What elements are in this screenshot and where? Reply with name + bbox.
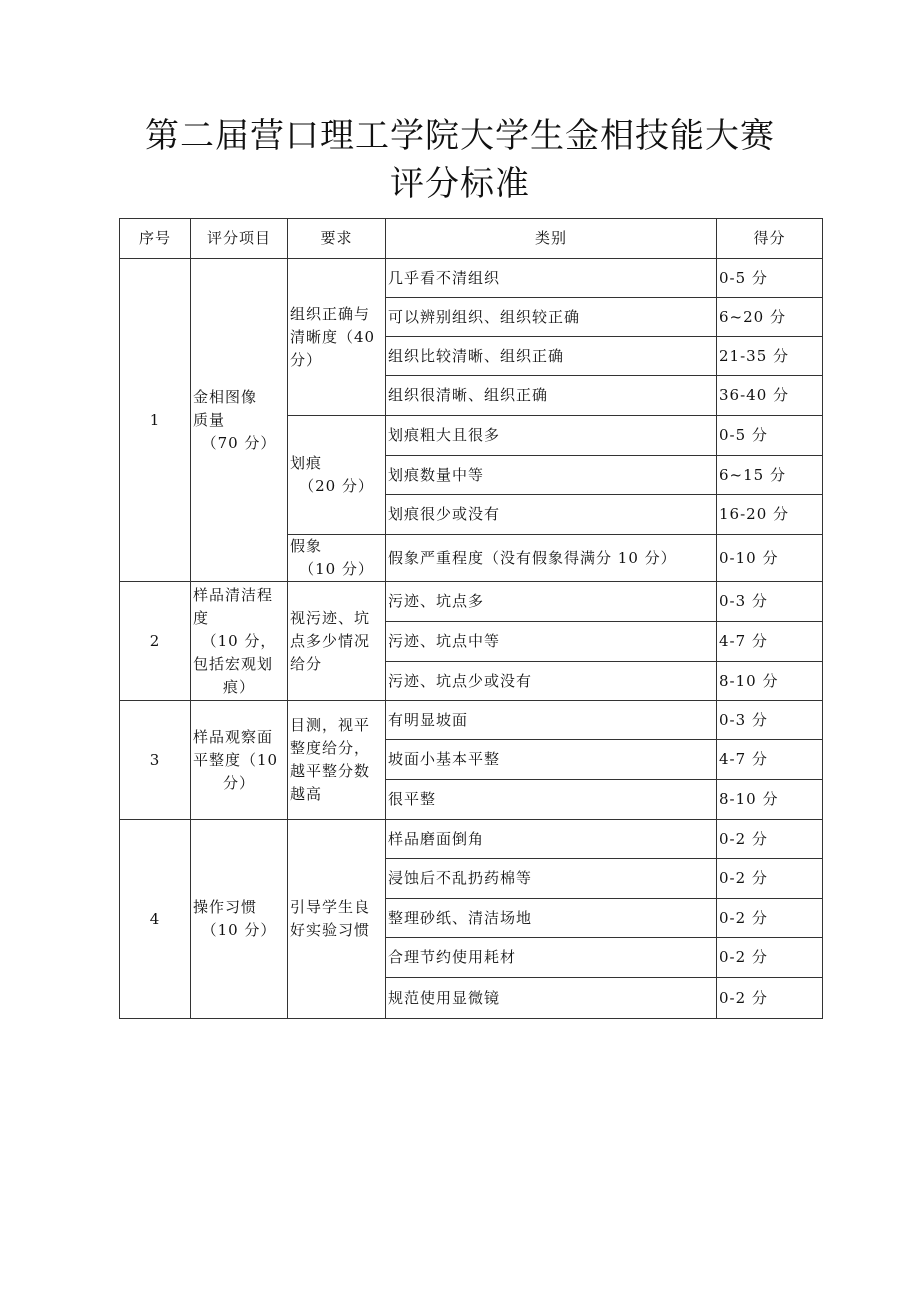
scoring-item-line: （10 分， [201,631,277,650]
requirement [288,259,386,416]
document-title: 第二届营口理工学院大学生金相技能大赛 [145,116,775,156]
section-number: 1 [120,259,191,582]
score-range: 0-5 分 [717,416,823,456]
score-range: 0-3 分 [717,582,823,622]
scoring-item [191,701,288,820]
category: 几乎看不清组织 [386,259,717,298]
scoring-item-line: 样品观察面 [193,727,274,746]
table-row [120,701,823,740]
requirement [288,701,386,820]
scoring-item-line: 度 [193,608,210,627]
score-range: 8-10 分 [717,780,823,820]
requirement [288,416,386,535]
category: 划痕很少或没有 [386,495,717,535]
scoring-item-line: 质量 [193,410,226,429]
requirement-line: 越平整分数 [290,762,371,780]
scoring-item-line: 分） [222,773,255,792]
requirement-line: 清晰度（40 [290,327,376,346]
requirement [288,535,386,582]
requirement [288,582,386,701]
header-score: 得分 [717,219,823,259]
header-category: 类别 [386,219,717,259]
scoring-item [191,582,288,701]
requirement-line: 整度给分， [290,739,371,757]
requirement-line: 视污迹、坑 [290,608,371,627]
category: 假象严重程度（没有假象得满分 10 分） [386,535,717,582]
score-range: 0-2 分 [717,820,823,859]
requirement-line: 越高 [290,785,323,803]
header-no: 序号 [120,219,191,259]
category: 有明显坡面 [386,701,717,740]
table-row [120,820,823,859]
section-number: 3 [120,701,191,820]
requirement-line: 假象 [290,537,323,555]
score-range: 6~20 分 [717,298,823,337]
score-range: 0-2 分 [717,978,823,1019]
category: 污迹、坑点多 [386,582,717,622]
scoring-item-line: （70 分） [201,433,277,452]
scoring-item-line: （10 分） [201,921,277,939]
category: 划痕粗大且很多 [386,416,717,456]
scoring-item [191,259,288,582]
scoring-item-line: 样品清洁程 [193,585,274,604]
category: 样品磨面倒角 [386,820,717,859]
requirement-line: 引导学生良 [290,898,371,916]
score-range: 21-35 分 [717,337,823,376]
requirement-line: （10 分） [299,560,374,578]
document-subtitle: 评分标准 [390,164,530,204]
category: 污迹、坑点少或没有 [386,662,717,701]
score-range: 0-2 分 [717,938,823,978]
score-range: 0-10 分 [717,535,823,582]
scoring-item-line: 金相图像 [193,387,258,406]
score-range: 6~15 分 [717,456,823,495]
category: 可以辨别组织、组织较正确 [386,298,717,337]
table-row [120,259,823,298]
requirement-line: 组织正确与 [290,304,371,323]
scoring-item-line: 痕） [222,677,255,696]
requirement-line: （20 分） [299,477,374,495]
category: 整理砂纸、清洁场地 [386,899,717,938]
requirement-line: 目测，视平 [290,716,371,734]
score-range: 0-2 分 [717,859,823,899]
score-range: 0-5 分 [717,259,823,298]
header-item: 评分项目 [191,219,288,259]
score-range: 16-20 分 [717,495,823,535]
requirement-line: 点多少情况 [290,631,371,650]
requirement-line: 给分 [290,654,323,673]
requirement [288,820,386,1019]
category: 组织比较清晰、组织正确 [386,337,717,376]
scoring-item-line: 操作习惯 [193,898,258,916]
category: 污迹、坑点中等 [386,622,717,662]
category: 合理节约使用耗材 [386,938,717,978]
category: 规范使用显微镜 [386,978,717,1019]
scoring-item-line: 平整度（10 [193,750,279,769]
table-row [120,582,823,622]
category: 浸蚀后不乱扔药棉等 [386,859,717,899]
score-range: 0-3 分 [717,701,823,740]
section-number: 2 [120,582,191,701]
score-range: 36-40 分 [717,376,823,416]
scoring-item [191,820,288,1019]
category: 组织很清晰、组织正确 [386,376,717,416]
scoring-table [119,218,823,1019]
category: 划痕数量中等 [386,456,717,495]
score-range: 4-7 分 [717,622,823,662]
requirement-line: 好实验习惯 [290,921,371,939]
score-range: 0-2 分 [717,899,823,938]
category: 坡面小基本平整 [386,740,717,780]
header-requirement: 要求 [288,219,386,259]
score-range: 8-10 分 [717,662,823,701]
scoring-item-line: 包括宏观划 [193,654,274,673]
score-range: 4-7 分 [717,740,823,780]
requirement-line: 分） [290,350,323,369]
section-number: 4 [120,820,191,1019]
requirement-line: 划痕 [290,454,323,472]
category: 很平整 [386,780,717,820]
table-header-row [120,219,823,259]
